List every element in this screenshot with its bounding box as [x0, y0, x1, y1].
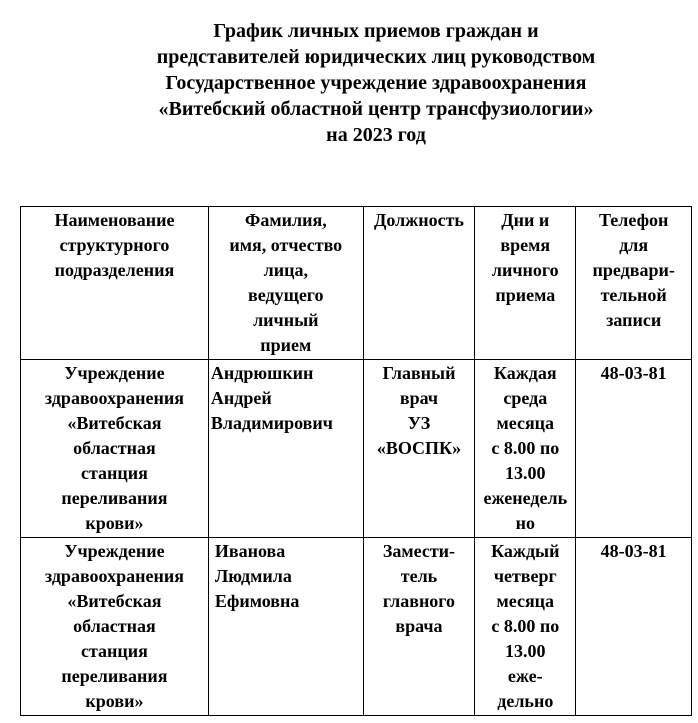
header-line: приема	[495, 285, 556, 305]
header-phone	[576, 207, 692, 360]
header-line: имя, отчество	[229, 235, 343, 255]
header-line: лица,	[263, 260, 308, 280]
title-line: представителей юридических лиц руководством	[156, 46, 596, 68]
header-line: Дни и	[501, 210, 550, 230]
cell-line: 13.00	[505, 463, 546, 483]
cell-line: переливания	[61, 488, 168, 508]
cell-line: врача	[395, 616, 443, 636]
header-line: Должность	[373, 210, 464, 230]
cell-line: Андрей	[210, 388, 272, 408]
reception-schedule-table	[20, 206, 692, 716]
cell-line: «Витебская	[67, 413, 162, 433]
cell-line: Андрюшкин	[210, 363, 314, 383]
cell-line: с 8.00 по	[491, 438, 560, 458]
header-line: подразделения	[54, 260, 175, 280]
cell-line: областная	[73, 438, 156, 458]
header-line: Наименование	[54, 210, 175, 230]
cell-line: крови»	[85, 691, 144, 711]
cell-line: Людмила	[214, 566, 292, 586]
cell-line: месяца	[496, 413, 555, 433]
header-line: личного	[491, 260, 559, 280]
phone-number: 48-03-81	[600, 363, 667, 383]
cell-schedule	[475, 538, 576, 716]
cell-line: главного	[382, 591, 456, 611]
header-line: прием	[260, 335, 312, 355]
header-line: структурного	[59, 235, 170, 255]
cell-line: среда	[503, 388, 548, 408]
document-title	[0, 18, 698, 148]
cell-line: станция	[80, 641, 148, 661]
header-line: личный	[253, 310, 319, 330]
cell-name	[208, 538, 363, 716]
cell-line: Главный	[382, 363, 456, 383]
header-line: время	[500, 235, 551, 255]
table-row	[21, 538, 692, 716]
table-row	[21, 360, 692, 538]
cell-line: крови»	[85, 513, 144, 533]
cell-line: Учреждение	[64, 541, 165, 561]
header-line: Телефон	[598, 210, 669, 230]
cell-line: станция	[80, 463, 148, 483]
phone-number: 48-03-81	[600, 541, 667, 561]
cell-position	[363, 538, 474, 716]
cell-line: месяца	[496, 591, 555, 611]
cell-line: Владимирович	[210, 413, 333, 433]
header-line: записи	[606, 310, 662, 330]
cell-line: «Витебская	[67, 591, 162, 611]
cell-line: Иванова	[214, 541, 286, 561]
cell-line: УЗ	[407, 413, 431, 433]
cell-line: Ефимовна	[214, 591, 300, 611]
cell-name	[208, 360, 363, 538]
cell-line: тель	[400, 566, 438, 586]
cell-line: «ВОСПК»	[376, 438, 462, 458]
cell-line: 13.00	[505, 641, 546, 661]
title-line: Государственное учреждение здравоохранения	[165, 72, 587, 94]
cell-phone	[576, 538, 692, 716]
header-line: Фамилия,	[244, 210, 327, 230]
cell-line: еже-	[507, 666, 543, 686]
title-line: График личных приемов граждан и	[213, 20, 539, 42]
cell-position	[363, 360, 474, 538]
cell-line: еженедель	[483, 488, 568, 508]
cell-line: Учреждение	[64, 363, 165, 383]
cell-line: Каждый	[491, 541, 560, 561]
header-line: тельной	[600, 285, 667, 305]
cell-line: здравоохранения	[44, 388, 184, 408]
cell-line: Каждая	[493, 363, 557, 383]
cell-line: дельно	[497, 691, 554, 711]
cell-line: но	[515, 513, 535, 533]
header-unit	[21, 207, 209, 360]
cell-unit	[21, 538, 209, 716]
table-header-row	[21, 207, 692, 360]
cell-line: четверг	[493, 566, 557, 586]
title-line: на 2023 год	[326, 124, 426, 146]
header-schedule	[475, 207, 576, 360]
cell-schedule	[475, 360, 576, 538]
cell-phone	[576, 360, 692, 538]
header-line: предвари-	[592, 260, 675, 280]
cell-line: переливания	[61, 666, 168, 686]
title-line: «Витебский областной центр трансфузиологии»	[158, 98, 594, 120]
cell-line: врач	[399, 388, 439, 408]
header-line: ведущего	[248, 285, 324, 305]
cell-line: с 8.00 по	[491, 616, 560, 636]
cell-unit	[21, 360, 209, 538]
header-position	[363, 207, 474, 360]
header-line: для	[619, 235, 649, 255]
header-name	[208, 207, 363, 360]
cell-line: областная	[73, 616, 156, 636]
cell-line: здравоохранения	[44, 566, 184, 586]
cell-line: Замести-	[382, 541, 456, 561]
